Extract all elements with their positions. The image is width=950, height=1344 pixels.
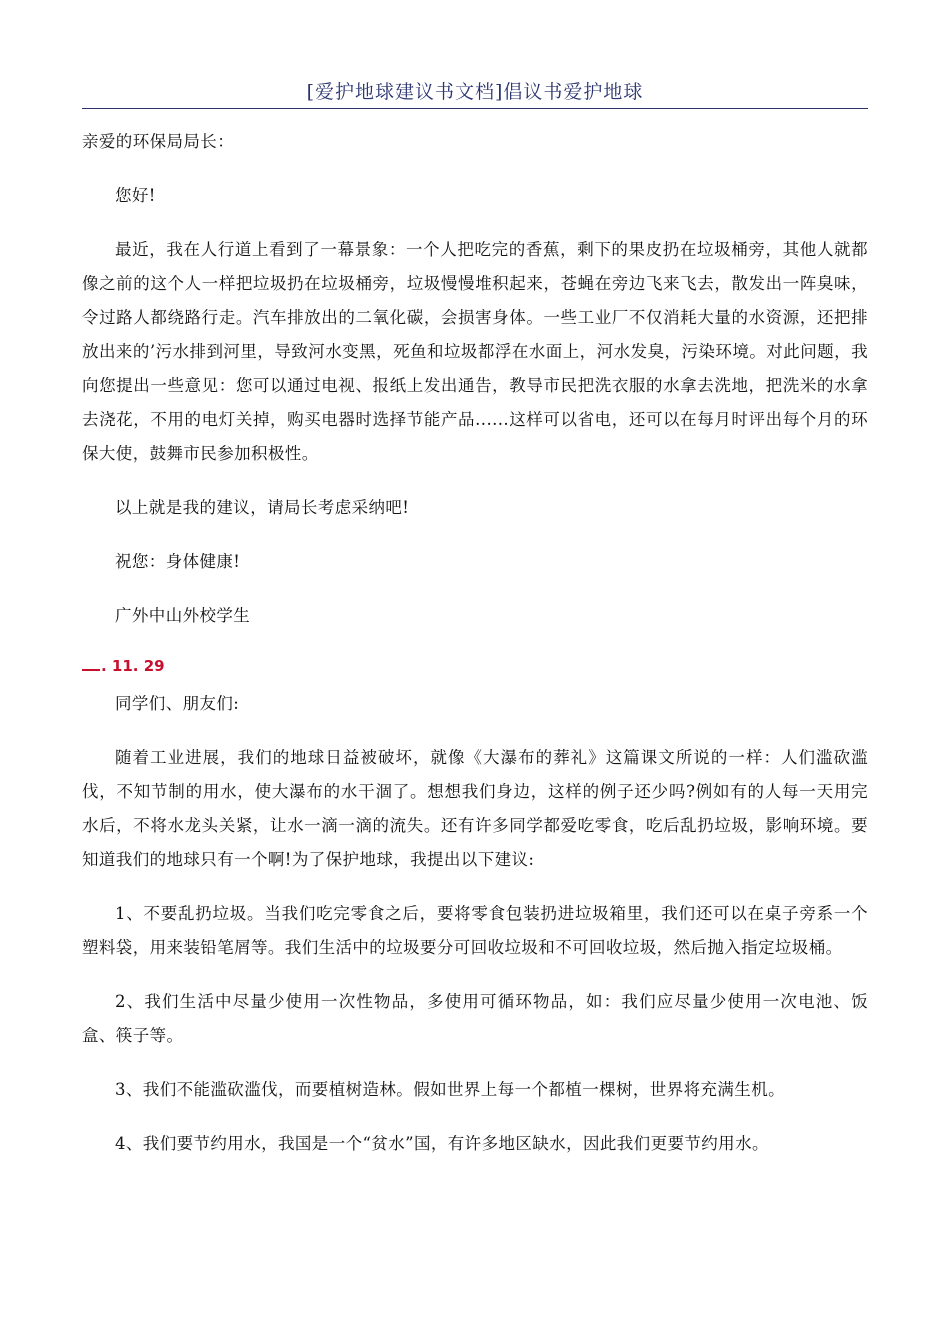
- wish-line: 祝您：身体健康!: [115, 552, 241, 571]
- date-text: . 11. 29: [101, 657, 165, 675]
- date-blank: [82, 655, 100, 671]
- document-body: [82, 125, 868, 1161]
- suggestion-item: 1、不要乱扔垃圾。当我们吃完零食之后，要将零食包装扔进垃圾箱里，我们还可以在桌子旁系一个塑料袋，用来装铅笔屑等。我们生活中的垃圾要分可回收垃圾和不可回收垃圾，然后抛入指定垃圾桶。: [82, 904, 868, 957]
- page-title: [爱护地球建议书文档]倡议书爱护地球: [306, 81, 644, 103]
- closing-line: 以上就是我的建议，请局长考虑采纳吧!: [115, 498, 410, 517]
- header-divider: [82, 108, 868, 109]
- date-line: [82, 651, 868, 681]
- greeting: 您好!: [115, 186, 156, 205]
- signature: 广外中山外校学生: [115, 606, 251, 625]
- suggestion-item: 3、我们不能滥砍滥伐，而要植树造林。假如世界上每一个都植一棵树，世界将充满生机。: [115, 1080, 785, 1099]
- salutation: 亲爱的环保局局长：: [82, 132, 235, 151]
- suggestion-item: 4、我们要节约用水，我国是一个“贫水”国，有许多地区缺水，因此我们更要节约用水。: [115, 1134, 769, 1153]
- suggestion-item: 2、我们生活中尽量少使用一次性物品，多使用可循环物品，如：我们应尽量少使用一次电池、饭盒、筷子等。: [82, 992, 868, 1045]
- letter-body: 最近，我在人行道上看到了一幕景象：一个人把吃完的香蕉，剩下的果皮扔在垃圾桶旁，其他人就都像之前的这个人一样把垃圾扔在垃圾桶旁，垃圾慢慢堆积起来，苍蝇在旁边飞来飞去，散发出一阵臭味，令过路人都绕路行走。汽车排放出的二氧化碳，会损害身体。一些工业厂不仅消耗大量的水资源，还把排放出来的’污水排到河里，导致河水变黑，死鱼和垃圾都浮在水面上，河水发臭，污染环境。对此问题，我向您提出一些意见：您可以通过电视、报纸上发出通告，教导市民把洗衣服的水拿去洗地，把洗米的水拿去浇花，不用的电灯关掉，购买电器时选择节能产品......这样可以省电，还可以在每月时评出每个月的环保大使，鼓舞市民参加积极性。: [82, 240, 868, 463]
- intro-paragraph: 随着工业进展，我们的地球日益被破坏，就像《大瀑布的葬礼》这篇课文所说的一样：人们滥砍滥伐，不知节制的用水，使大瀑布的水干涸了。想想我们身边，这样的例子还少吗?例如有的人每一天用完水后，不将水龙头关紧，让水一滴一滴的流失。还有许多同学都爱吃零食，吃后乱扔垃圾，影响环境。要知道我们的地球只有一个啊!为了保护地球，我提出以下建议:: [82, 748, 868, 869]
- salutation-2: 同学们、朋友们:: [115, 694, 240, 713]
